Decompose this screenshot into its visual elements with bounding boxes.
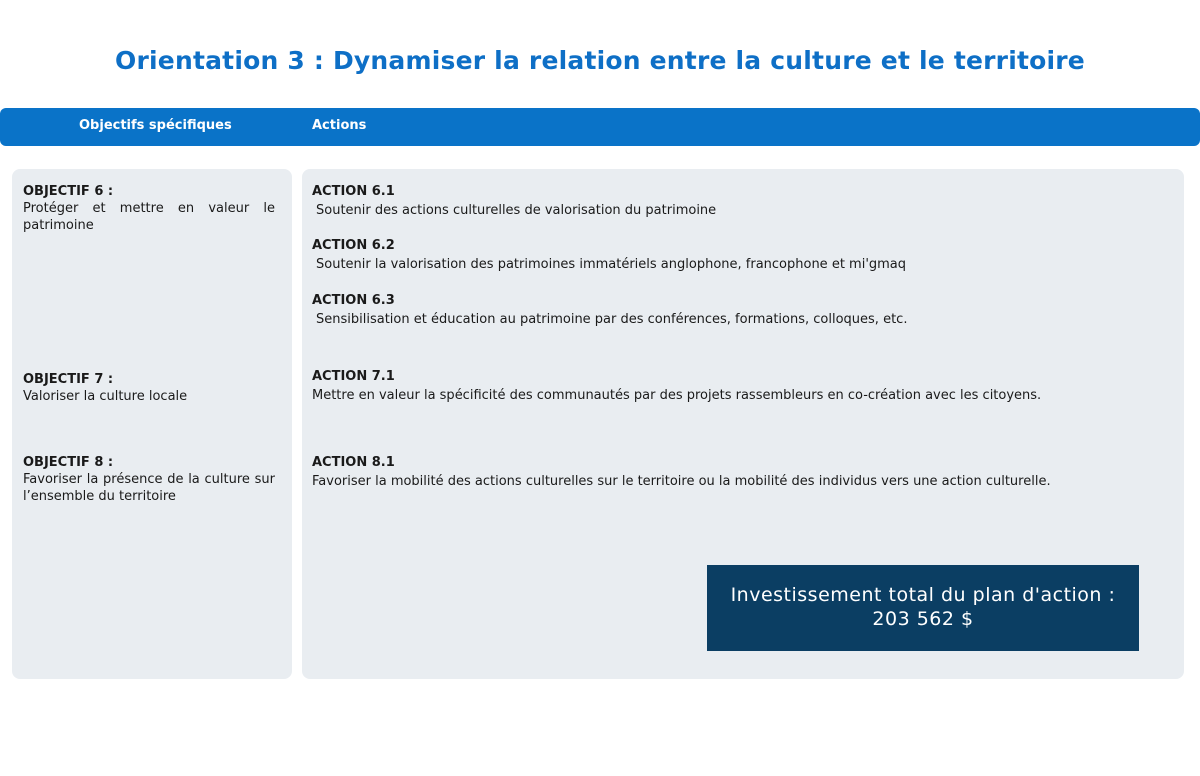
action-text: Soutenir la valorisation des patrimoines immatériels anglophone, francophone et mi'gmaq — [316, 257, 907, 272]
objective-text: Favoriser la présence de la culture sur l’ensemble du territoire — [23, 472, 275, 504]
action-text: Sensibilisation et éducation au patrimoine par des conférences, formations, colloques, etc. — [316, 312, 908, 327]
investment-label: Investissement total du plan d'action : — [730, 584, 1116, 606]
header-objectives-label: Objectifs spécifiques — [79, 118, 232, 133]
objectives-panel — [12, 169, 292, 679]
objective-text: Valoriser la culture locale — [23, 389, 188, 404]
investment-amount: 203 562 $ — [872, 608, 974, 630]
action-6-3 — [312, 292, 1172, 328]
page-title: Orientation 3 : Dynamiser la relation entre la culture et le territoire — [115, 46, 1085, 75]
objective-label: OBJECTIF 7 : — [23, 372, 114, 387]
objective-label: OBJECTIF 6 : — [23, 184, 114, 199]
action-label: ACTION 6.3 — [312, 293, 395, 308]
action-label: ACTION 8.1 — [312, 455, 395, 470]
objective-text: Protéger et mettre en valeur le patrimoine — [23, 201, 275, 233]
header-actions-label: Actions — [312, 118, 367, 133]
objective-6 — [23, 183, 275, 234]
action-text: Mettre en valeur la spécificité des communautés par des projets rassembleurs en co-création avec les citoyens. — [312, 388, 1042, 403]
table-header-bar — [0, 108, 1200, 146]
action-label: ACTION 7.1 — [312, 369, 395, 384]
action-7-1 — [312, 368, 1172, 404]
action-text: Soutenir des actions culturelles de valorisation du patrimoine — [316, 203, 717, 218]
objective-label: OBJECTIF 8 : — [23, 455, 114, 470]
objective-7 — [23, 371, 275, 405]
action-8-1 — [312, 454, 1172, 490]
action-label: ACTION 6.2 — [312, 238, 395, 253]
action-label: ACTION 6.1 — [312, 184, 395, 199]
objective-8 — [23, 454, 275, 505]
action-6-2 — [312, 237, 1172, 273]
investment-total-box — [707, 565, 1139, 651]
action-6-1 — [312, 183, 1172, 219]
action-text: Favoriser la mobilité des actions culturelles sur le territoire ou la mobilité des individus vers une action culturelle. — [312, 474, 1051, 489]
